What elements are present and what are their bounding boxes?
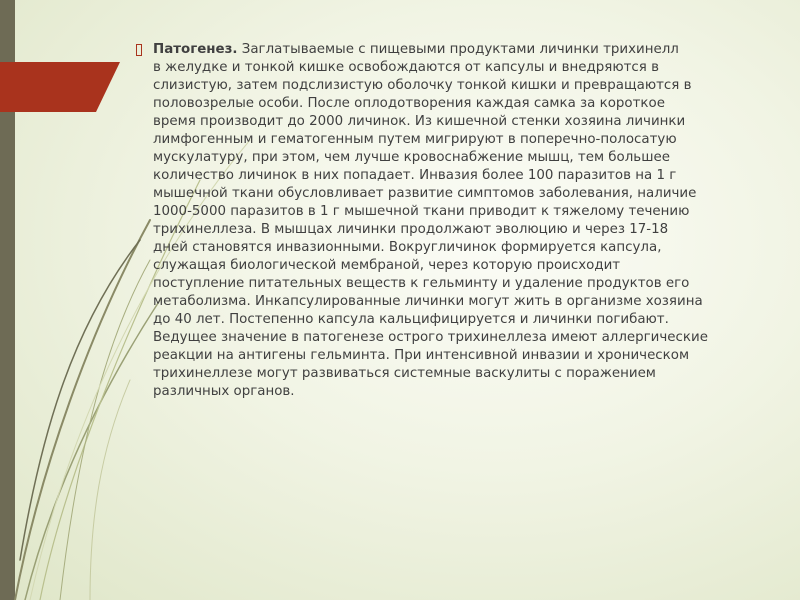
text-line: поступление питательных веществ к гельминту и удаление продуктов его — [153, 276, 690, 291]
text-line: в желудке и тонкой кишке освобождаются от капсулы и внедряются в — [153, 60, 659, 75]
text-line: 1000-5000 паразитов в 1 г мышечной ткани приводит к тяжелому течению — [153, 204, 690, 219]
text-line-part: Заглатываемые с пищевыми продуктами личинки трихинелл — [237, 42, 679, 57]
bullet-icon — [136, 44, 142, 56]
text-line — [153, 41, 793, 59]
text-line: половозрелые особи. После оплодотворения каждая самка за короткое — [153, 96, 665, 111]
text-line: мускулатуру, при этом, чем лучше кровоснабжение мышц, тем большее — [153, 150, 670, 165]
text-line: время производит до 2000 личинок. Из кишечной стенки хозяина личинки — [153, 114, 686, 129]
text-line: трихинеллеза. В мышцах личинки продолжают эволюцию и через 17-18 — [153, 222, 669, 237]
text-line: служащая биологической мембраной, через которую происходит — [153, 258, 621, 273]
text-line: количество личинок в них попадает. Инвазия более 100 паразитов на 1 г — [153, 168, 677, 183]
text-line: реакции на антигены гельминта. При интенсивной инвазии и хроническом — [153, 348, 690, 363]
section-label: Патогенез. — [153, 42, 238, 57]
text-line: мышечной ткани обусловливает развитие симптомов заболевания, наличие — [153, 186, 697, 201]
text-line: слизистую, затем подслизистую оболочку тонкой кишки и превращаются в — [153, 78, 692, 93]
text-line: различных органов. — [153, 384, 295, 399]
body-text — [153, 41, 793, 401]
text-line: метаболизма. Инкапсулированные личинки могут жить в организме хозяина — [153, 294, 703, 309]
text-line: трихинеллезе могут развиваться системные васкулиты с поражением — [153, 366, 656, 381]
text-line: лимфогенным и гематогенным путем мигрируют в поперечно-полосатую — [153, 132, 677, 147]
text-line: до 40 лет. Постепенно капсула кальцифицируется и личинки погибают. — [153, 312, 669, 327]
text-line: Ведущее значение в патогенезе острого трихинеллеза имеют аллергические — [153, 330, 708, 345]
text-line: дней становятся инвазионными. Вокругличинок формируется капсула, — [153, 240, 662, 255]
